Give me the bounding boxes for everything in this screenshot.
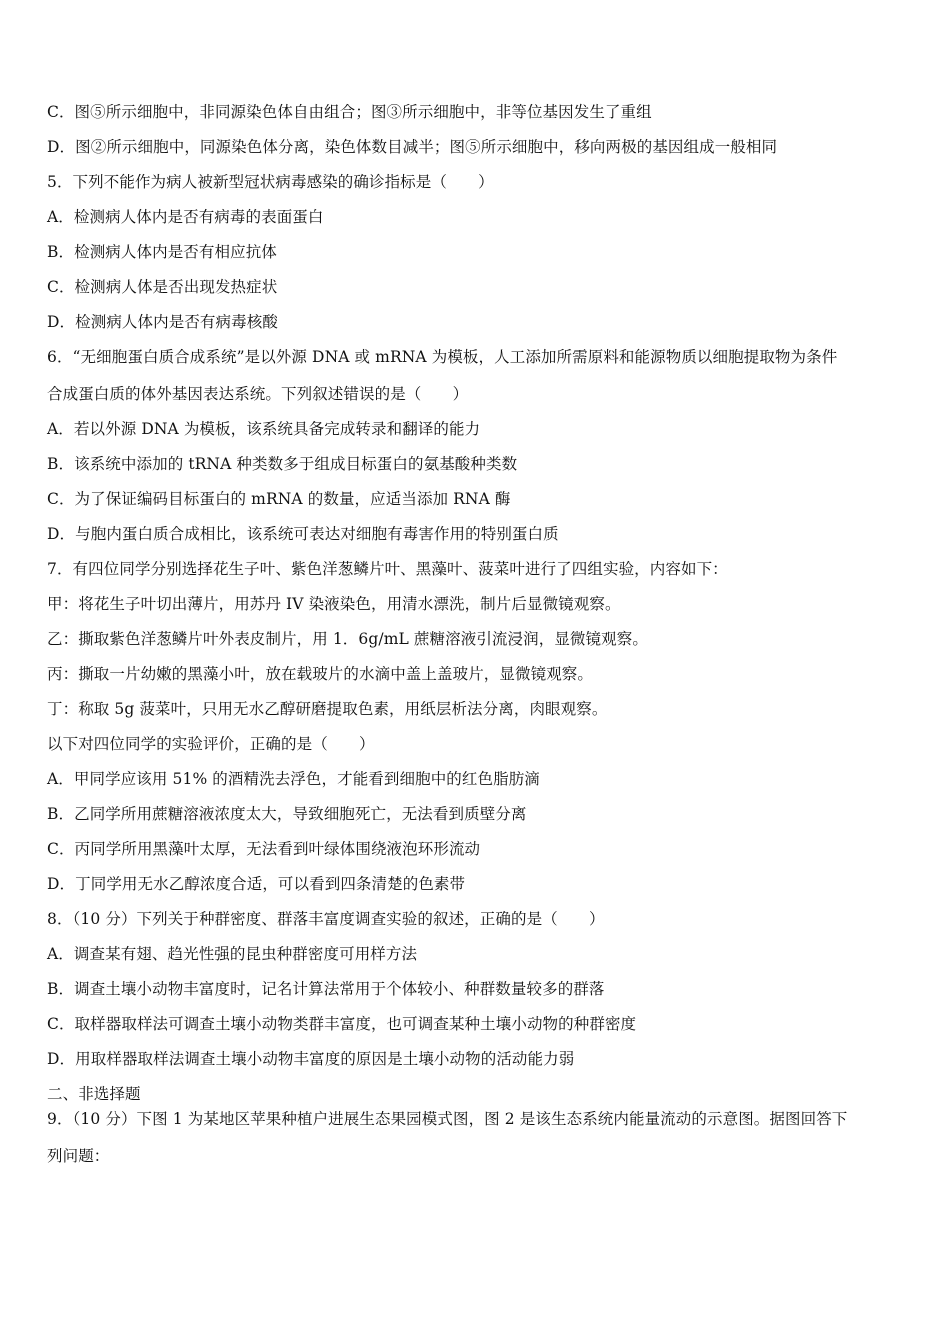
question-6-stem-line-1: 6．“无细胞蛋白质合成系统”是以外源 DNA 或 mRNA 为模板，人工添加所需原料和能源物质以细胞提取物为条件 — [47, 348, 838, 366]
option-d-q4: D．图②所示细胞中，同源染色体分离，染色体数目减半；图⑤所示细胞中，移向两极的基因组成一般相同 — [47, 138, 778, 156]
option-c-q7: C．丙同学所用黑藻叶太厚，无法看到叶绿体围绕液泡环形流动 — [47, 840, 481, 858]
question-5-stem: 5．下列不能作为病人被新型冠状病毒感染的确诊指标是（ ） — [47, 173, 494, 191]
question-6-stem-line-2: 合成蛋白质的体外基因表达系统。下列叙述错误的是（ ） — [47, 385, 469, 403]
option-b-q8: B．调查土壤小动物丰富度时，记名计算法常用于个体较小、种群数量较多的群落 — [47, 980, 605, 998]
option-a-q5: A．检测病人体内是否有病毒的表面蛋白 — [47, 208, 324, 226]
option-c-q4: C．图⑤所示细胞中，非同源染色体自由组合；图③所示细胞中，非等位基因发生了重组 — [47, 103, 652, 121]
experiment-ding: 丁：称取 5g 菠菜叶，只用无水乙醇研磨提取色素，用纸层析法分离，肉眼观察。 — [47, 700, 608, 718]
experiment-yi: 乙：撕取紫色洋葱鳞片叶外表皮制片，用 1．6g/mL 蔗糖溶液引流浸润，显微镜观察。 — [47, 630, 648, 648]
option-d-q7: D．丁同学用无水乙醇浓度合适，可以看到四条清楚的色素带 — [47, 875, 466, 893]
option-a-q8: A．调查某有翅、趋光性强的昆虫种群密度可用样方法 — [47, 945, 418, 963]
option-d-q5: D．检测病人体内是否有病毒核酸 — [47, 313, 278, 331]
question-7-stem: 7．有四位同学分别选择花生子叶、紫色洋葱鳞片叶、黑藻叶、菠菜叶进行了四组实验，内容如下： — [47, 560, 728, 578]
experiment-jia: 甲：将花生子叶切出薄片，用苏丹 IV 染液染色，用清水漂洗，制片后显微镜观察。 — [47, 595, 621, 613]
question-9-stem-line-1: 9．（10 分）下图 1 为某地区苹果种植户进展生态果园模式图，图 2 是该生态系统内能量流动的示意图。据图回答下 — [47, 1110, 848, 1128]
option-c-q5: C．检测病人体是否出现发热症状 — [47, 278, 278, 296]
option-c-q8: C．取样器取样法可调查土壤小动物类群丰富度，也可调查某种土壤小动物的种群密度 — [47, 1015, 637, 1033]
question-7-prompt: 以下对四位同学的实验评价，正确的是（ ） — [47, 735, 375, 753]
section-heading-non-choice: 二、非选择题 — [47, 1085, 141, 1103]
option-a-q7: A．甲同学应该用 51% 的酒精洗去浮色，才能看到细胞中的红色脂肪滴 — [47, 770, 540, 788]
option-b-q6: B．该系统中添加的 tRNA 种类数多于组成目标蛋白的氨基酸种类数 — [47, 455, 518, 473]
option-b-q7: B．乙同学所用蔗糖溶液浓度太大，导致细胞死亡，无法看到质壁分离 — [47, 805, 527, 823]
option-d-q6: D．与胞内蛋白质合成相比，该系统可表达对细胞有毒害作用的特别蛋白质 — [47, 525, 559, 543]
option-a-q6: A．若以外源 DNA 为模板，该系统具备完成转录和翻译的能力 — [47, 420, 481, 438]
option-d-q8: D．用取样器取样法调查土壤小动物丰富度的原因是土壤小动物的活动能力弱 — [47, 1050, 575, 1068]
question-8-stem: 8．（10 分）下列关于种群密度、群落丰富度调查实验的叙述，正确的是（ ） — [47, 910, 605, 928]
option-c-q6: C．为了保证编码目标蛋白的 mRNA 的数量，应适当添加 RNA 酶 — [47, 490, 511, 508]
option-b-q5: B．检测病人体内是否有相应抗体 — [47, 243, 277, 261]
experiment-bing: 丙：撕取一片幼嫩的黑藻小叶，放在载玻片的水滴中盖上盖玻片，显微镜观察。 — [47, 665, 594, 683]
question-9-stem-line-2: 列问题： — [47, 1147, 110, 1165]
